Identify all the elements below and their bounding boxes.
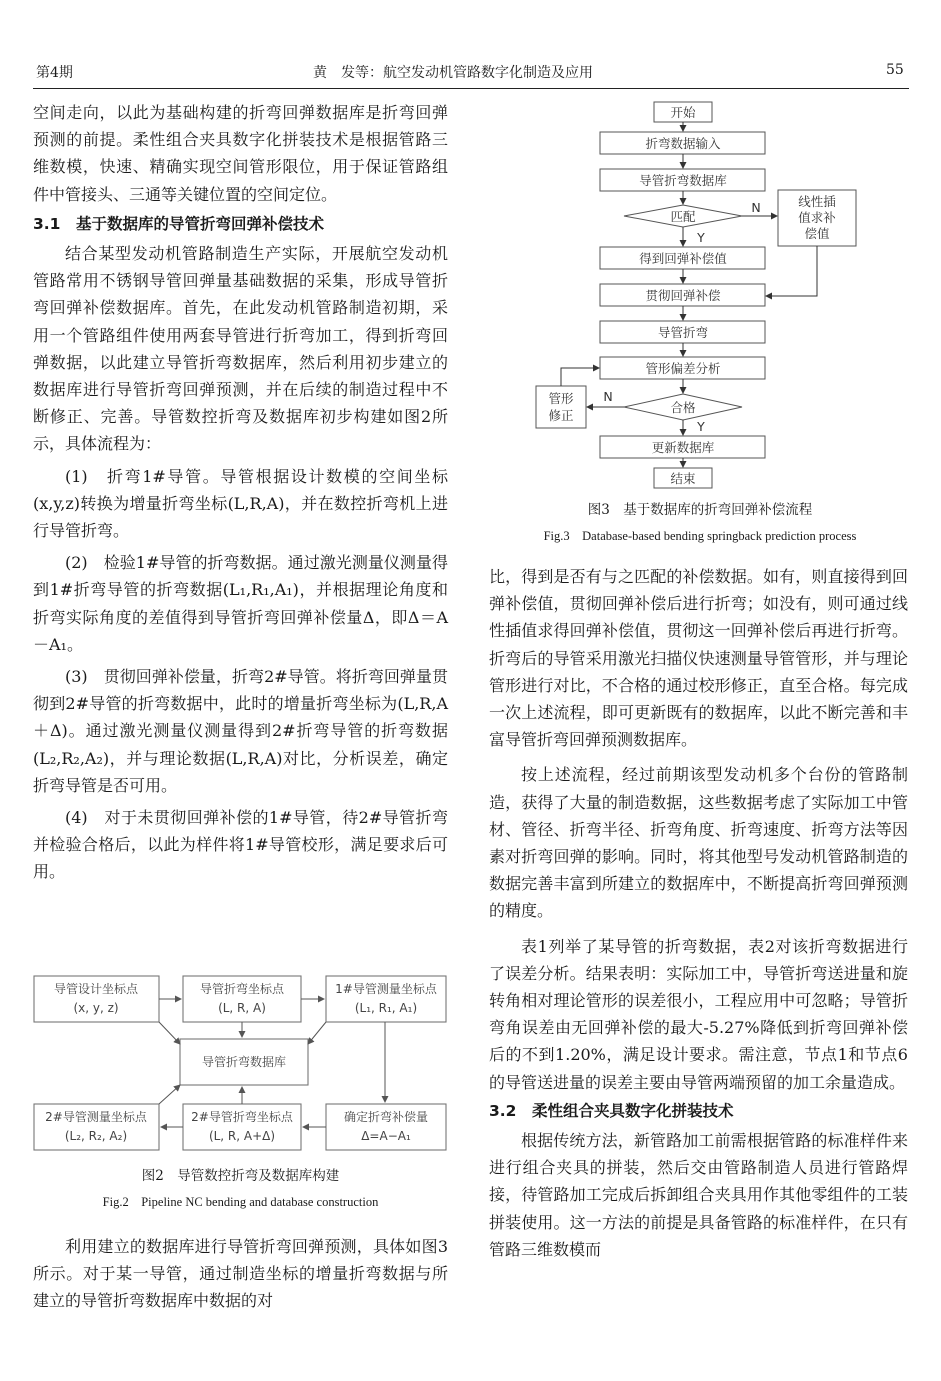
node-sub: Δ=A−A₁	[361, 1129, 411, 1143]
node-label: 1#导管测量坐标点	[335, 982, 437, 996]
node-label: 更新数据库	[651, 440, 715, 455]
section-heading-3-2: 3.2 柔性组合夹具数字化拼装技术	[489, 1101, 734, 1120]
node-label: 得到回弹补偿值	[639, 251, 727, 266]
node-sub: (L, R, A)	[218, 1001, 266, 1015]
node-label: 折弯数据输入	[645, 136, 721, 151]
node-label: 匹配	[670, 209, 696, 224]
paragraph: 表1列举了某导管的折弯数据，表2对该折弯数据进行了误差分析。结果表明：实际加工中，导管折弯送进量和旋转角相对理论管形的误差很小，工程应用中可忽略；导管折弯角误差由无回弹补偿的最大-5.27%降低到折弯回弹补偿后的不到1.20%，满足设计要求。需注意，节点1和节点6的导管送进量的误差主要由导管两端预留的加工余量造成。	[489, 936, 908, 1092]
list-item: (2) 检验1#导管的折弯数据。通过激光测量仪测量得到1#折弯导管的折弯数据(L₁,R₁,A₁)，并根据理论角度和折弯实际角度的差值得到导管折弯回弹补偿量Δ，即Δ＝A－A₁。	[33, 553, 448, 654]
left-column	[33, 99, 448, 886]
page-number: 55	[886, 62, 904, 78]
node-label: 合格	[670, 400, 696, 415]
paragraph: 比，得到是否有与之匹配的补偿数据。如有，则直接得到回弹补偿值，贯彻回弹补偿后进行折弯；如没有，则可通过线性插值求得回弹补偿值，贯彻这一回弹补偿后再进行折弯。折弯后的导管采用激光扫描仪快速测量导管管形，并与理论管形进行对比，不合格的通过校形修正，直至合格。每完成一次上述流程，即可更新既有的数据库，以此不断完善和丰富导管折弯回弹预测数据库。	[489, 567, 908, 750]
paragraph: 空间走向，以此为基础构建的折弯回弹数据库是折弯回弹预测的前提。柔性组合夹具数字化拼装技术是根据管路三维数模，快速、精确实现空间管形限位，用于保证管路组件中管接头、三通等关键位置的空间定位。	[33, 103, 448, 204]
paragraph: 利用建立的数据库进行导管折弯回弹预测，具体如图3所示。对于某一导管，通过制造坐标的增量折弯数据与所建立的导管折弯数据库中数据的对	[33, 1237, 448, 1311]
paragraph: 根据传统方法，新管路加工前需根据管路的标准样件来进行组合夹具的拼装，然后交由管路制造人员进行管路焊接，待管路加工完成后拆卸组合夹具用作其他零组件的工装拼装使用。这一方法的前提是具备管路的标准样件，在只有管路三维数模而	[489, 1131, 908, 1259]
no-label: N	[603, 389, 613, 404]
right-column	[489, 563, 908, 1263]
node-label: 贯彻回弹补偿	[645, 288, 721, 303]
figure-3-flowchart	[530, 98, 870, 492]
node-label: 值求补	[798, 210, 836, 225]
node-label: 确定折弯补偿量	[343, 1110, 429, 1124]
node-label: 导管折弯坐标点	[199, 982, 285, 996]
figure-3-caption-en: Fig.3 Database-based bending springback prediction process	[543, 529, 857, 543]
node-sub: (x, y, z)	[73, 1001, 119, 1015]
left-column-bottom	[33, 1233, 448, 1315]
node-label: 导管折弯数据库	[639, 173, 727, 188]
node-label: 2#导管测量坐标点	[45, 1110, 147, 1124]
node-label: 管形	[548, 391, 574, 406]
figure-2-caption: 图2 导管数控折弯及数据库构建	[141, 1168, 340, 1184]
header-rule	[33, 88, 909, 89]
figure-3-caption: 图3 基于数据库的折弯回弹补偿流程	[587, 502, 813, 518]
yes-label: Y	[697, 230, 705, 245]
figure-2-caption-en: Fig.2 Pipeline NC bending and database construction	[102, 1195, 379, 1209]
figure-2-diagram	[30, 972, 450, 1157]
node-sub: (L₂, R₂, A₂)	[64, 1129, 128, 1143]
paragraph: 结合某型发动机管路制造生产实际，开展航空发动机管路常用不锈钢导管回弹量基础数据的采集，形成导管折弯回弹补偿数据库。首先，在此发动机管路制造初期，采用一个管路组件使用两套导管进行折弯加工，得到折弯回弹数据，以此建立导管折弯数据库，然后利用初步建立的数据库进行导管折弯回弹预测，并在后续的制造过程中不断修正、完善。导管数控折弯及数据库初步构建如图2所示，具体流程为：	[33, 244, 448, 454]
node-label: 修正	[548, 408, 574, 423]
node-label: 偿值	[804, 226, 830, 241]
list-item: (3) 贯彻回弹补偿量，折弯2#导管。将折弯回弹量贯彻到2#导管的折弯数据中，此时的增量折弯坐标为(L,R,A＋Δ)。通过激光测量仪测量得到2#折弯导管的折弯数据(L₂,R₂,A₂)，并与理论数据(L,R,A)对比，分析误差，确定折弯导管是否可用。	[33, 667, 448, 795]
node-label: 导管设计坐标点	[53, 982, 139, 996]
node-label: 导管折弯	[657, 325, 709, 340]
yes-label: Y	[697, 419, 705, 434]
list-item: (1) 折弯1#导管。导管根据设计数模的空间坐标(x,y,z)转换为增量折弯坐标(L,R,A)，并在数控折弯机上进行导管折弯。	[33, 466, 448, 541]
node-sub: (L, R, A+Δ)	[208, 1129, 276, 1143]
no-label: N	[751, 200, 761, 215]
node-label: 线性插	[798, 194, 836, 209]
start-label: 开始	[670, 105, 696, 120]
list-item: (4) 对于未贯彻回弹补偿的1#导管，待2#导管折弯并检验合格后，以此为样件将1#导管校形，满足要求后可用。	[33, 808, 448, 882]
node-label: 导管折弯数据库	[201, 1055, 287, 1069]
node-label: 2#导管折弯坐标点	[191, 1110, 293, 1124]
paragraph: 按上述流程，经过前期该型发动机多个台份的管路制造，获得了大量的制造数据，这些数据考虑了实际加工中管材、管径、折弯半径、折弯角度、折弯速度、折弯方法等因素对折弯回弹的影响。同时，将其他型号发动机管路制造的数据完善丰富到所建立的数据库中，不断提高折弯回弹预测的精度。	[489, 765, 908, 921]
journal-issue: 第4期	[36, 65, 73, 81]
node-label: 管形偏差分析	[645, 361, 721, 376]
node-sub: (L₁, R₁, A₁)	[354, 1001, 418, 1015]
end-label: 结束	[670, 471, 696, 486]
section-heading-3-1: 3.1 基于数据库的导管折弯回弹补偿技术	[33, 214, 324, 233]
running-title: 黄 发等：航空发动机管路数字化制造及应用	[313, 65, 593, 81]
